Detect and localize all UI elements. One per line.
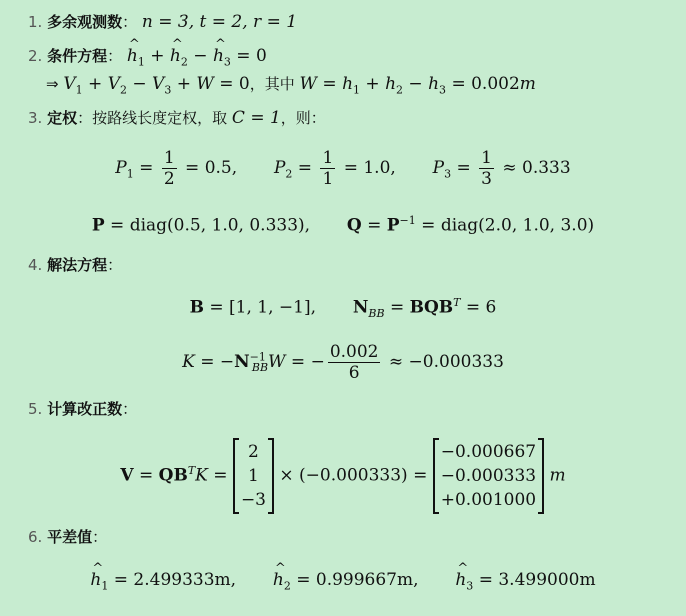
implies-arrow: ⇒ (46, 75, 64, 93)
item-title: 定权 (47, 109, 78, 127)
item-5 (28, 398, 137, 419)
w-value: 0.002 (471, 74, 520, 94)
item-title: 条件方程 (47, 47, 108, 65)
k-equation: $K = -N^{-1}_{BB}W$ = − $\frac{0.002}{6}$ ≈ −0.000333 (182, 342, 504, 383)
colon: ： (122, 13, 138, 31)
v-column-matrix: −0.000667 −0.000333 +0.001000 (433, 438, 544, 514)
item-title: 计算改正数 (47, 400, 123, 418)
item-number: 3. (28, 109, 43, 127)
item-number: 5. (28, 400, 43, 418)
constant-c: C = 1 (231, 108, 281, 128)
normal-matrix-equation: B = [1, 1, −1], $N_{BB} = BQB^T = 6$ (189, 296, 497, 321)
condition-equation: ^ $h_1$ + ^ $h_2$ − ^ $h_3 = 0$ (127, 46, 267, 66)
weights-equation: $P_1$ = $\frac{1}{2}$ = 0.5, $P_2$ = $\frac{1}{1}$ = 1.0, $P_3$ = $\frac{1}{3}$ ≈ 0.333 (115, 148, 571, 189)
item-title: 解法方程 (47, 256, 108, 274)
colon: ： (122, 400, 138, 418)
condition-implication: ⇒ $V_1 + V_2 - V_3 + W = 0$，其中 $W = h_1 + h_2 - h_3 = 0.002m$ (46, 74, 536, 97)
colon: ： (92, 528, 108, 546)
b-column-matrix: 2 1 −3 (233, 438, 274, 514)
item-6 (28, 526, 107, 547)
item-4 (28, 254, 122, 275)
colon: ： (107, 256, 123, 274)
item-title: 多余观测数 (47, 13, 123, 31)
observation-counts: n = 3, t = 2, r = 1 (141, 12, 298, 32)
item-number: 6. (28, 528, 43, 546)
where-text: ，其中 (249, 75, 300, 93)
item-number: 1. (28, 13, 43, 31)
colon: ： (77, 109, 93, 127)
item-3 (28, 107, 326, 128)
item-title: 平差值 (47, 528, 93, 546)
colon: ： (107, 47, 123, 65)
weight-description: 按路线长度定权，取 (92, 109, 228, 127)
item-2 (28, 45, 267, 68)
item-1 (28, 11, 297, 32)
corrections-equation: $V = QB^TK$ = 2 1 −3 × (−0.000333) = −0.000667 −0.000333 +0.001000 m (0, 438, 686, 514)
adjusted-values-equation: ^ $h_1 = 2.499333m$, ^ $h_2 = 0.999667m$, ^ $h_3 = 3.499000m$ (0, 570, 686, 592)
weight-matrix-equation: P = diag(0.5, 1.0, 0.333), $Q = P^{-1}$ = diag(2.0, 1.0, 3.0) (91, 214, 595, 236)
weight-tail: ，则： (280, 109, 326, 127)
item-number: 4. (28, 256, 43, 274)
item-number: 2. (28, 47, 43, 65)
